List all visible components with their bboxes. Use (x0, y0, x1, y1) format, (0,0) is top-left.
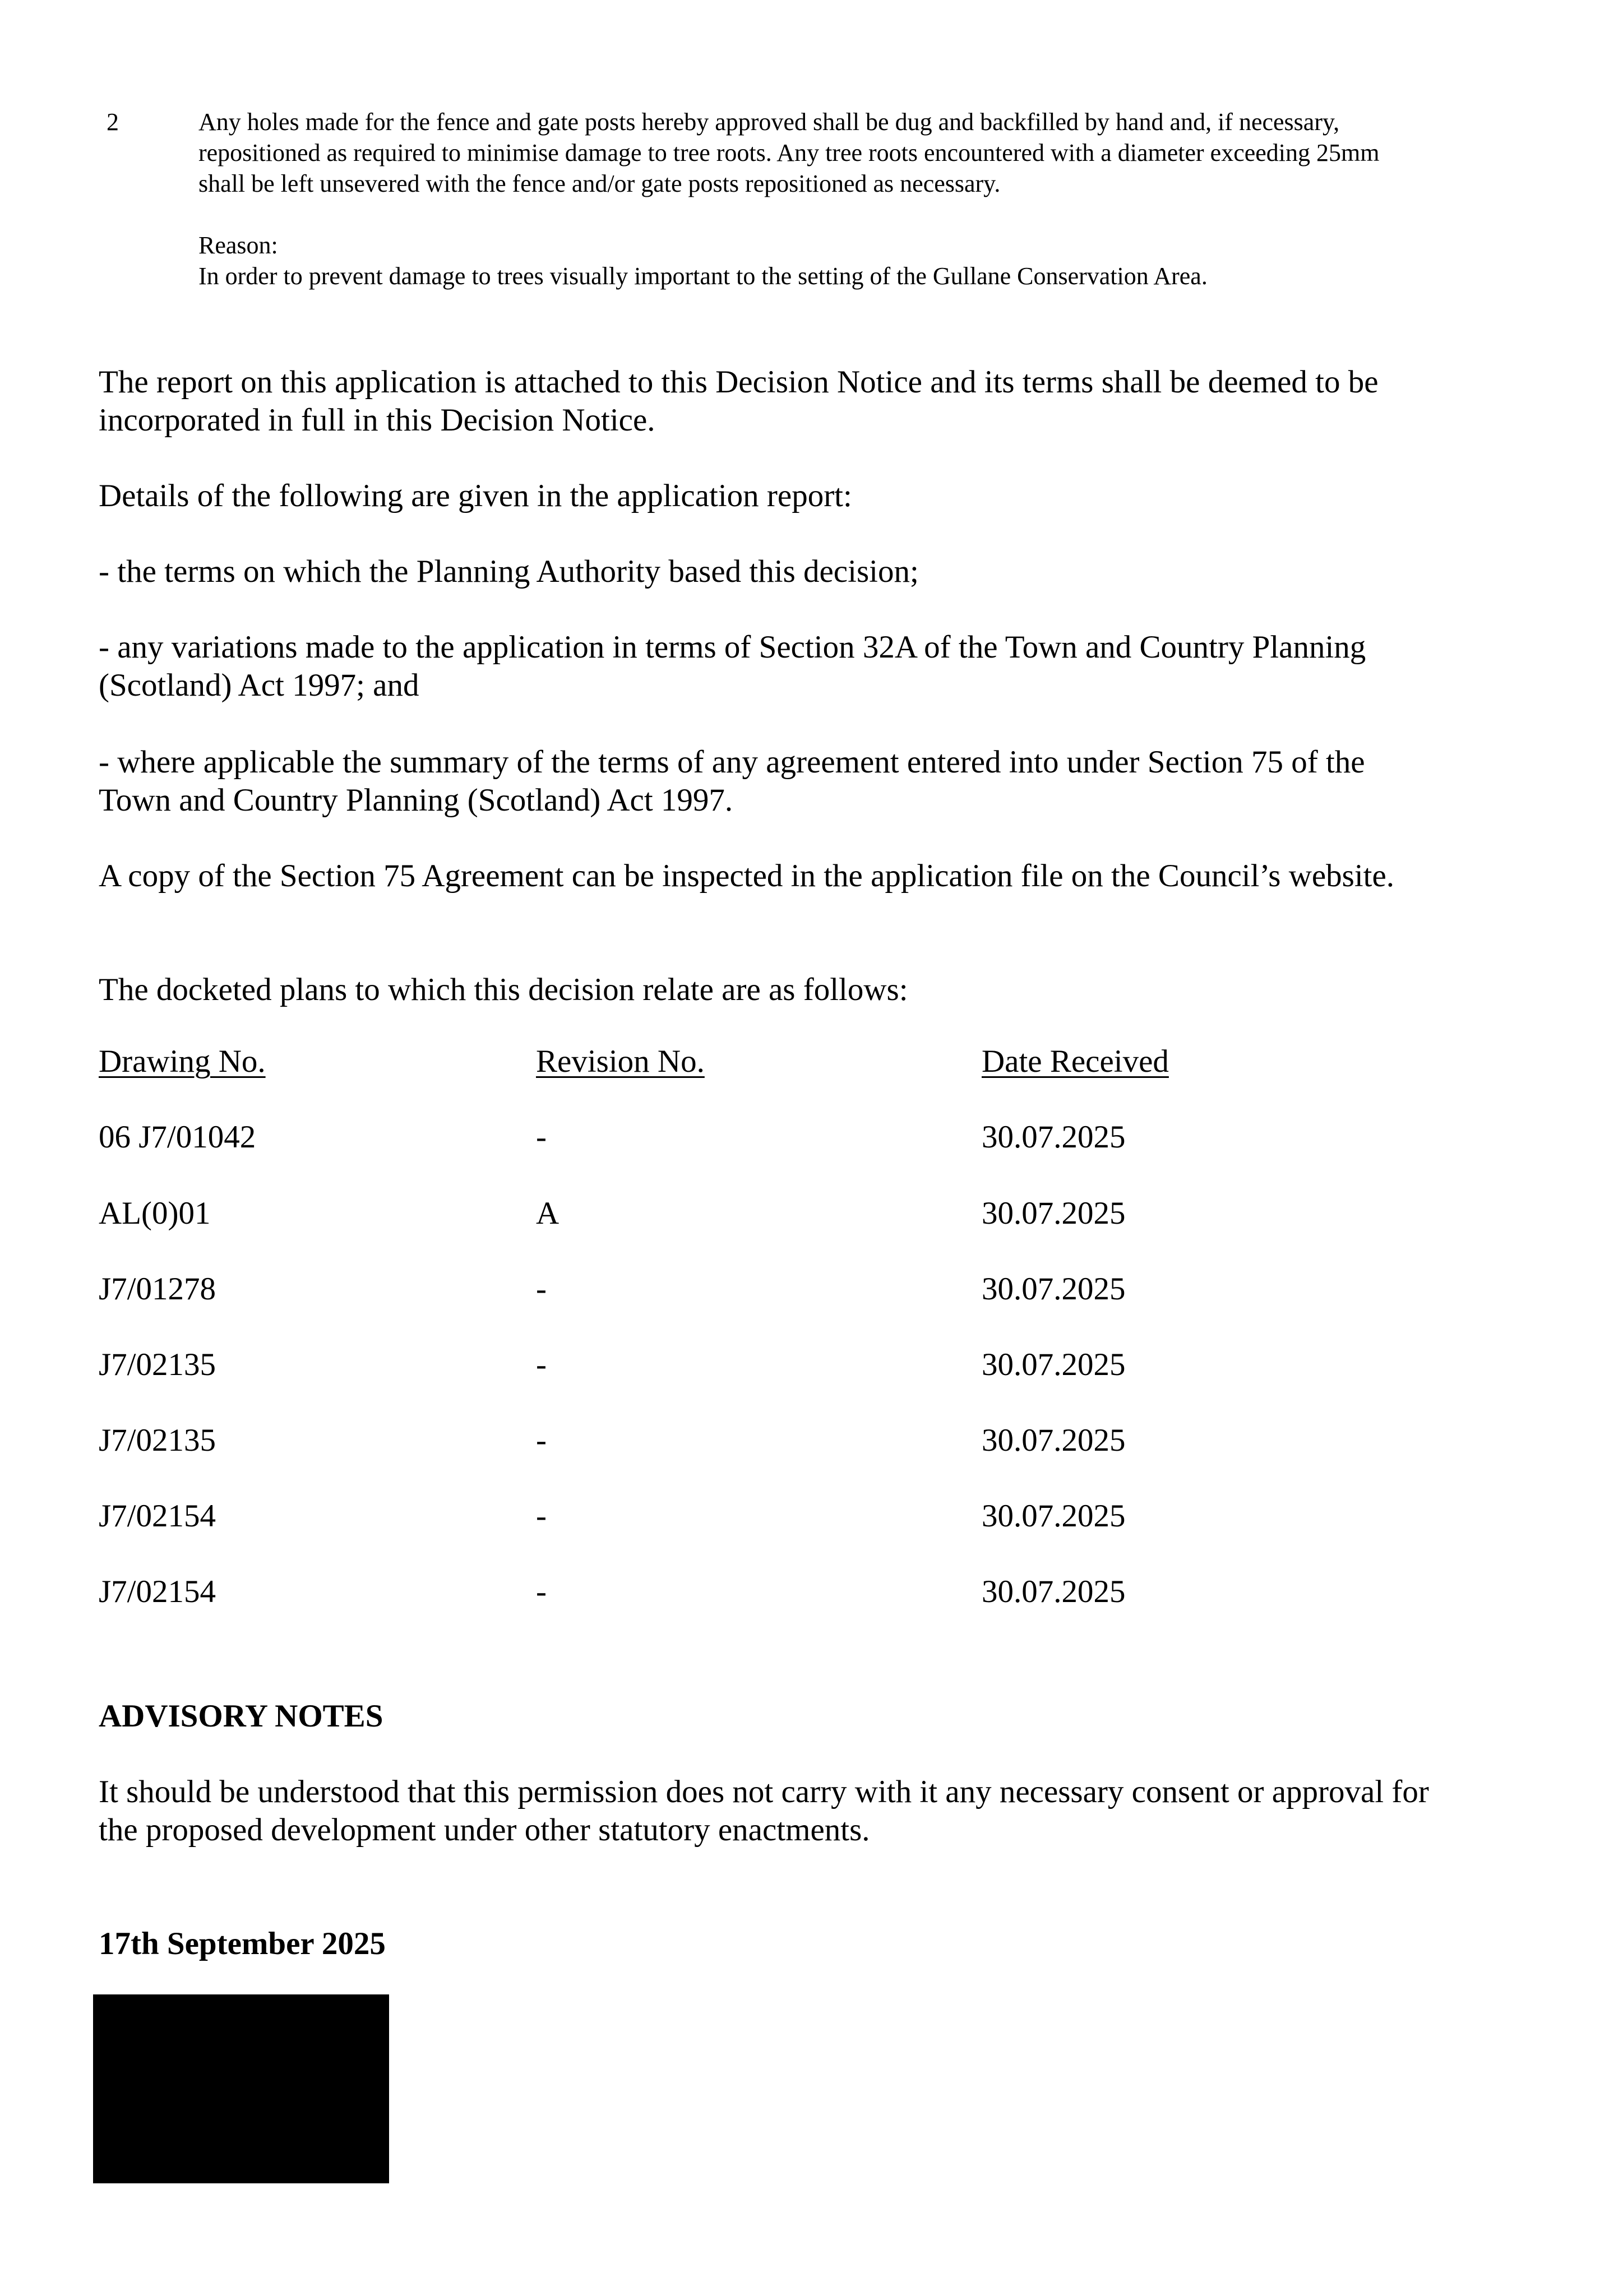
table-row (99, 1573, 1388, 1611)
condition-text: Any holes made for the fence and gate posts hereby approved shall be dug and backfilled by hand and, if necessary, repositioned as required to minimise damage to tree roots. Any tree roots encountered with a diameter exceeding 25mm shall be left unsevered with the fence and/or gate posts repositioned as necessary. (198, 108, 1380, 197)
report-paragraph: The report on this application is attached to this Decision Notice and its terms shall be deemed to be incorporated in full in this Decision Notice. (99, 364, 1379, 438)
drawing-no-cell: J7/02154 (99, 1574, 216, 1609)
date-received-cell: 30.07.2025 (982, 1423, 1126, 1458)
docketed-intro-paragraph: The docketed plans to which this decision relate are as follows: (99, 972, 908, 1007)
table-row (99, 1346, 1388, 1384)
drawing-no-cell: J7/02135 (99, 1423, 216, 1458)
advisory-notes-text: It should be understood that this permission does not carry with it any necessary consent or approval for the proposed development under other statutory enactments. (99, 1774, 1429, 1848)
table-row (99, 1497, 1388, 1535)
condition-number: 2 (107, 108, 119, 136)
header-revision-no: Revision No. (536, 1044, 705, 1079)
advisory-notes-heading: ADVISORY NOTES (99, 1698, 383, 1734)
bullet-terms: - the terms on which the Planning Authority based this decision; (99, 554, 919, 589)
drawing-no-cell: J7/02154 (99, 1498, 216, 1534)
drawing-no-cell: J7/01278 (99, 1271, 216, 1307)
drawing-no-cell: J7/02135 (99, 1347, 216, 1382)
date-received-cell: 30.07.2025 (982, 1271, 1126, 1307)
section75-copy-paragraph: A copy of the Section 75 Agreement can be inspected in the application file on the Council’s website. (99, 858, 1395, 894)
revision-no-cell: - (536, 1574, 547, 1609)
condition-body (198, 107, 1421, 291)
revision-no-cell: - (536, 1347, 547, 1382)
revision-no-cell: - (536, 1498, 547, 1534)
redacted-signature-block (93, 1994, 389, 2183)
date-received-cell: 30.07.2025 (982, 1196, 1126, 1231)
condition-reason-text: In order to prevent damage to trees visually important to the setting of the Gullane Conservation Area. (198, 262, 1208, 290)
date-received-cell: 30.07.2025 (982, 1347, 1126, 1382)
drawing-no-cell: 06 J7/01042 (99, 1119, 256, 1155)
details-intro-paragraph: Details of the following are given in the application report: (99, 478, 852, 513)
revision-no-cell: - (536, 1423, 547, 1458)
table-row (99, 1270, 1388, 1308)
revision-no-cell: - (536, 1271, 547, 1307)
condition-reason-label: Reason: (198, 232, 278, 259)
decision-date: 17th September 2025 (99, 1926, 386, 1961)
drawing-no-cell: AL(0)01 (99, 1196, 211, 1231)
table-header-row (99, 1043, 1388, 1081)
header-date-received: Date Received (982, 1044, 1169, 1079)
table-row (99, 1195, 1388, 1233)
revision-no-cell: - (536, 1119, 547, 1155)
table-row (99, 1118, 1388, 1156)
bullet-variations: - any variations made to the application in terms of Section 32A of the Town and Country Planning (Scotland) Act 1997; and (99, 629, 1366, 703)
bullet-agreement: - where applicable the summary of the terms of any agreement entered into under Section 75 of the Town and Country Planning (Scotland) Act 1997. (99, 744, 1365, 818)
date-received-cell: 30.07.2025 (982, 1119, 1126, 1155)
date-received-cell: 30.07.2025 (982, 1498, 1126, 1534)
date-received-cell: 30.07.2025 (982, 1574, 1126, 1609)
header-drawing-no: Drawing No. (99, 1044, 266, 1079)
table-row (99, 1422, 1388, 1460)
revision-no-cell: A (536, 1196, 560, 1231)
